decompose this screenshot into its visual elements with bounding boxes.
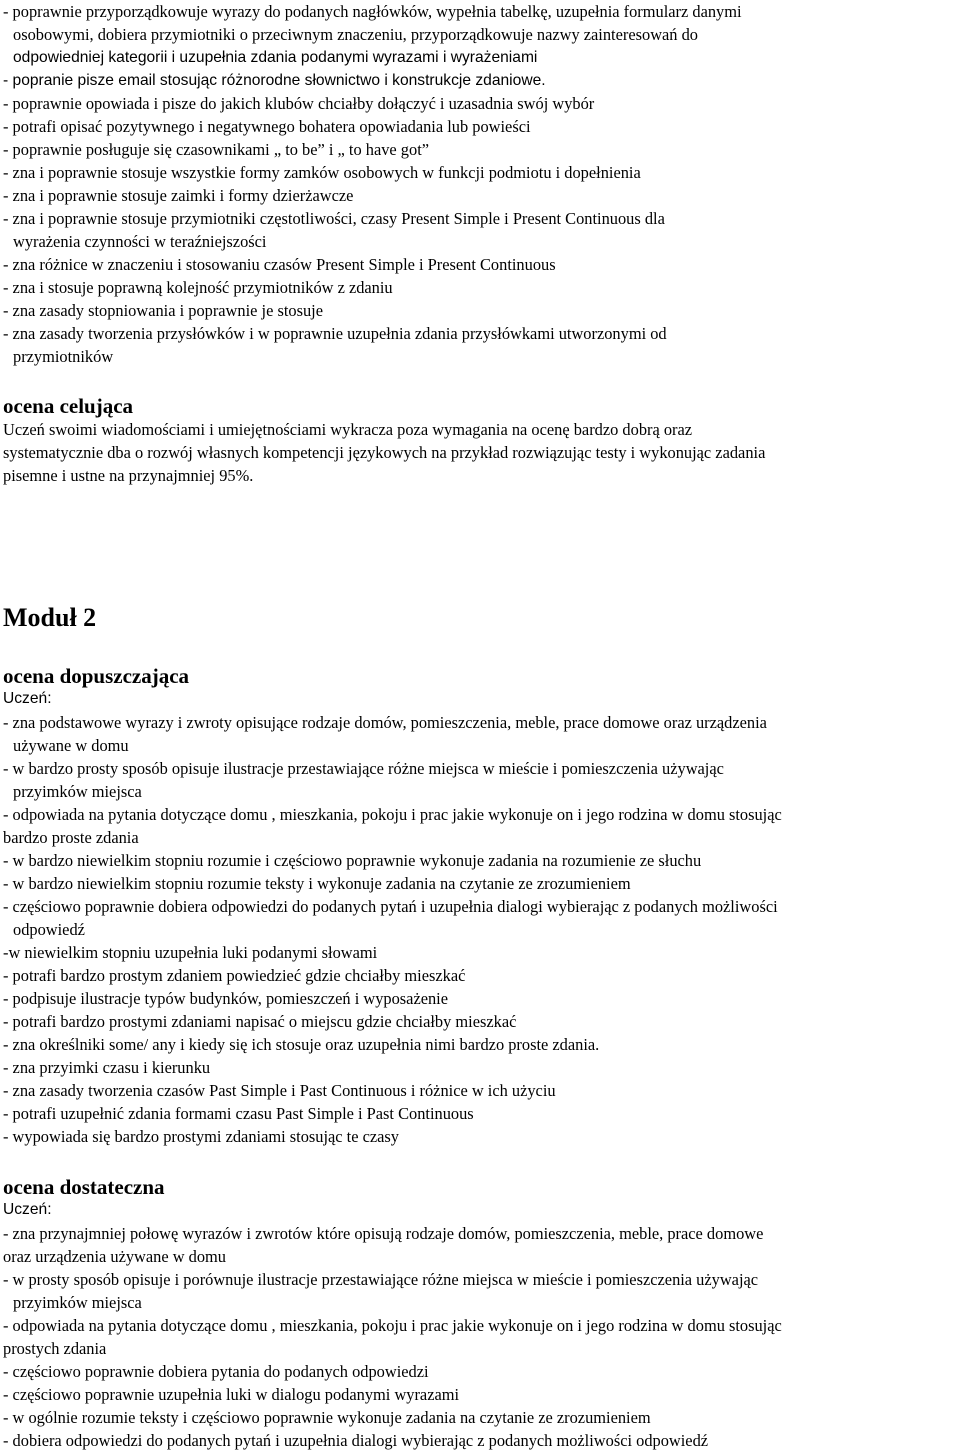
text-line: bardzo proste zdania xyxy=(3,828,139,847)
text-line: używane w domu xyxy=(13,736,129,755)
text-line: - zna podstawowe wyrazy i zwroty opisujące rodzaje domów, pomieszczenia, meble, prace domowe oraz urządzenia xyxy=(3,713,767,732)
text-line: - w bardzo prosty sposób opisuje ilustracje przestawiające różne miejsca w mieście i pomieszczenia używając xyxy=(3,759,724,778)
text-line: - dobiera odpowiedzi do podanych pytań i uzupełnia dialogi wybierając z podanych możliwości odpowiedź xyxy=(3,1431,709,1450)
text-line: przyimków miejsca xyxy=(13,782,142,801)
section-heading-celujaca: ocena celująca xyxy=(3,394,134,418)
text-line: - częściowo poprawnie dobiera odpowiedzi do podanych pytań i uzupełnia dialogi wybierając z podanych możliwości xyxy=(3,897,778,916)
text-line: - wypowiada się bardzo prostymi zdaniami stosując te czasy xyxy=(3,1127,399,1146)
text-line: - odpowiada na pytania dotyczące domu , mieszkania, pokoju i prac jakie wykonuje on i jego rodzina w domu stosując xyxy=(3,805,782,824)
text-line: - podpisuje ilustracje typów budynków, pomieszczeń i wyposażenie xyxy=(3,989,449,1008)
text-line: - potrafi uzupełnić zdania formami czasu Past Simple i Past Continuous xyxy=(3,1104,474,1123)
text-line: - poprawnie posługuje się czasownikami „ to be” i „ to have got” xyxy=(3,140,430,159)
text-line: - zna określniki some/ any i kiedy się ich stosuje oraz uzupełnia nimi bardzo proste zdania. xyxy=(3,1035,600,1054)
text-line: oraz urządzenia używane w domu xyxy=(3,1247,226,1266)
text-line: wyrażenia czynności w teraźniejszości xyxy=(13,232,267,251)
text-line: systematycznie dba o rozwój własnych kompetencji językowych na przykład rozwiązując testy i wykonując zadania xyxy=(3,443,766,462)
text-line: - potrafi bardzo prostymi zdaniami napisać o miejscu gdzie chciałby mieszkać xyxy=(3,1012,517,1031)
text-line: osobowymi, dobiera przymiotniki o przeciwnym znaczeniu, przyporządkowuje nazwy zainteresowań do xyxy=(13,25,698,44)
text-line: - w ogólnie rozumie teksty i częściowo poprawnie wykonuje zadania na czytanie ze zrozumieniem xyxy=(3,1408,651,1427)
text-line: - zna zasady tworzenia przysłówków i w poprawnie uzupełnia zdania przysłówkami utworzonymi od xyxy=(3,324,667,343)
text-line: - popranie pisze email stosując różnorodne słownictwo i konstrukcje zdaniowe. xyxy=(3,72,546,89)
text-line: - odpowiada na pytania dotyczące domu , mieszkania, pokoju i prac jakie wykonuje on i jego rodzina w domu stosując xyxy=(3,1316,782,1335)
text-line: - poprawnie opowiada i pisze do jakich klubów chciałby dołączyć i uzasadnia swój wybór xyxy=(3,94,595,113)
text-line: - częściowo poprawnie dobiera pytania do podanych odpowiedzi xyxy=(3,1362,429,1381)
text-line: pisemne i ustne na przynajmniej 95%. xyxy=(3,466,254,485)
text-line: - zna i stosuje poprawną kolejność przymiotników z zdaniu xyxy=(3,278,393,297)
module-title: Moduł 2 xyxy=(3,603,97,632)
text-line: - zna zasady tworzenia czasów Past Simple i Past Continuous i różnice w ich użyciu xyxy=(3,1081,556,1100)
text-line: - poprawnie przyporządkowuje wyrazy do podanych nagłówków, wypełnia tabelkę, uzupełnia formularz danymi xyxy=(3,2,742,21)
text-line: odpowiedniej kategorii i uzupełnia zdania podanymi wyrazami i wyrażeniami xyxy=(13,49,538,66)
text-line: prostych zdania xyxy=(3,1339,107,1358)
text-line: Uczeń: xyxy=(3,1201,52,1218)
text-line: - częściowo poprawnie uzupełnia luki w dialogu podanymi wyrazami xyxy=(3,1385,460,1404)
text-line: przymiotników xyxy=(13,347,114,366)
text-line: - zna przynajmniej połowę wyrazów i zwrotów które opisują rodzaje domów, pomieszczenia, meble, prace domowe xyxy=(3,1224,764,1243)
text-line: Uczeń: xyxy=(3,690,52,707)
section-heading-dopuszczajaca: ocena dopuszczająca xyxy=(3,664,190,688)
text-line: -w niewielkim stopniu uzupełnia luki podanymi słowami xyxy=(3,943,378,962)
text-line: - potrafi bardzo prostym zdaniem powiedzieć gdzie chciałby mieszkać xyxy=(3,966,466,985)
text-line: odpowiedź xyxy=(13,920,85,939)
text-line: - zna zasady stopniowania i poprawnie je stosuje xyxy=(3,301,323,320)
text-line: - w bardzo niewielkim stopniu rozumie i częściowo poprawnie wykonuje zadania na rozumienie ze słuchu xyxy=(3,851,702,870)
text-line: - w prosty sposób opisuje i porównuje ilustracje przestawiające różne miejsca w mieście i pomieszczenia używając xyxy=(3,1270,759,1289)
text-line: - zna i poprawnie stosuje przymiotniki częstotliwości, czasy Present Simple i Present Continuous dla xyxy=(3,209,665,228)
text-line: - zna przyimki czasu i kierunku xyxy=(3,1058,211,1077)
text-line: - zna i poprawnie stosuje zaimki i formy dzierżawcze xyxy=(3,186,354,205)
text-line: - potrafi opisać pozytywnego i negatywnego bohatera opowiadania lub powieści xyxy=(3,117,531,136)
section-heading-dostateczna: ocena dostateczna xyxy=(3,1175,165,1199)
text-line: przyimków miejsca xyxy=(13,1293,142,1312)
text-line: - zna różnice w znaczeniu i stosowaniu czasów Present Simple i Present Continuous xyxy=(3,255,556,274)
text-line: - zna i poprawnie stosuje wszystkie formy zamków osobowych w funkcji podmiotu i dopełnienia xyxy=(3,163,641,182)
text-line: - w bardzo niewielkim stopniu rozumie teksty i wykonuje zadania na czytanie ze zrozumieniem xyxy=(3,874,631,893)
text-line: Uczeń swoimi wiadomościami i umiejętnościami wykracza poza wymagania na ocenę bardzo dobrą oraz xyxy=(3,420,693,439)
